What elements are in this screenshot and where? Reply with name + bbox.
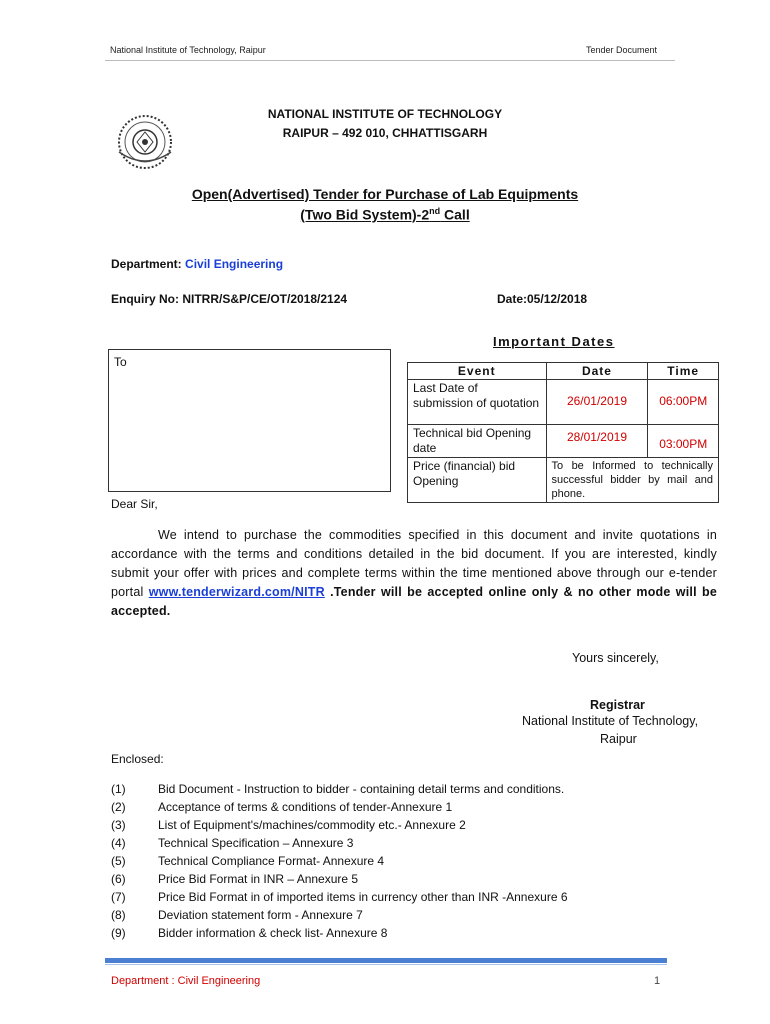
closing: Yours sincerely, xyxy=(572,651,659,665)
institute-name: NATIONAL INSTITUTE OF TECHNOLOGY xyxy=(267,107,503,121)
event-cell: Price (financial) bid Opening xyxy=(408,458,547,503)
salutation: Dear Sir, xyxy=(111,497,158,511)
list-item: (7) Price Bid Format in of imported items in currency other than INR -Annexure 6 xyxy=(111,890,568,904)
list-item: (2) Acceptance of terms & conditions of tender-Annexure 1 xyxy=(111,800,453,814)
page-number: 1 xyxy=(654,975,661,987)
event-cell: Technical bid Opening date xyxy=(408,425,547,458)
footer-rule xyxy=(105,958,667,963)
col-event: Event xyxy=(408,363,547,380)
time-cell: 03:00PM xyxy=(648,425,719,458)
header-rule xyxy=(105,60,675,61)
footer-department: Department : Civil Engineering xyxy=(111,975,261,987)
header-doc-type: Tender Document xyxy=(586,45,658,55)
col-time: Time xyxy=(648,363,719,380)
institute-address: RAIPUR – 492 010, CHHATTISGARH xyxy=(282,126,488,140)
tender-portal-link[interactable]: www.tenderwizard.com/NITR xyxy=(148,585,325,599)
institute-logo xyxy=(105,112,185,172)
enclosure-list xyxy=(111,782,711,944)
enquiry-date: Date:05/12/2018 xyxy=(497,292,588,306)
list-item: (4) Technical Specification – Annexure 3 xyxy=(111,836,354,850)
date-cell: 28/01/2019 xyxy=(546,425,648,458)
table-header-row xyxy=(408,363,719,380)
price-bid-note: To be Informed to technically successful bidder by mail and phone. xyxy=(546,458,718,503)
table-row xyxy=(408,380,719,425)
time-cell: 06:00PM xyxy=(648,380,719,425)
enquiry-number: Enquiry No: NITRR/S&P/CE/OT/2018/2124 xyxy=(111,292,348,306)
emblem-icon xyxy=(105,112,185,172)
important-dates-table xyxy=(407,362,719,503)
header-institute: National Institute of Technology, Raipur xyxy=(110,45,266,55)
address-box xyxy=(108,349,391,492)
table-row xyxy=(408,425,719,458)
date-cell: 26/01/2019 xyxy=(546,380,648,425)
signatory-institute: National Institute of Technology, xyxy=(522,714,699,728)
list-item: (5) Technical Compliance Format- Annexure 4 xyxy=(111,854,385,868)
list-item: (9) Bidder information & check list- Annexure 8 xyxy=(111,926,388,940)
department-name: Civil Engineering xyxy=(181,257,284,271)
tender-title: Open(Advertised) Tender for Purchase of Lab Equipments xyxy=(191,186,579,202)
letter-body: We intend to purchase the commodities specified in this document and invite quotations in accordance with the terms and conditions detailed in the bid document. If you are interested, kindly submit your offer with prices and complete terms within the time mentioned above through our e-tender portal www.tenderwizard.com/NITR .Tender will be accepted online only & no other mode will be accepted. xyxy=(111,528,717,618)
list-item: (3) List of Equipment's/machines/commodity etc.- Annexure 2 xyxy=(111,818,466,832)
list-item: (8) Deviation statement form - Annexure 7 xyxy=(111,908,363,922)
enclosed-heading: Enclosed: xyxy=(111,752,164,766)
list-item: (1) Bid Document - Instruction to bidder - containing detail terms and conditions. xyxy=(111,782,565,796)
footer-rule-light xyxy=(105,964,667,965)
list-item: (6) Price Bid Format in INR – Annexure 5 xyxy=(111,872,359,886)
table-row xyxy=(408,458,719,503)
to-label: To xyxy=(114,355,127,369)
important-dates-heading: Important Dates xyxy=(493,334,615,349)
signatory-city: Raipur xyxy=(600,732,637,746)
col-date: Date xyxy=(546,363,648,380)
tender-subtitle: (Two Bid System)-2nd Call xyxy=(300,206,470,223)
signatory-title: Registrar xyxy=(590,698,645,712)
event-cell: Last Date of submission of quotation xyxy=(408,380,547,425)
department-line: Department: Civil Engineering xyxy=(111,257,284,271)
